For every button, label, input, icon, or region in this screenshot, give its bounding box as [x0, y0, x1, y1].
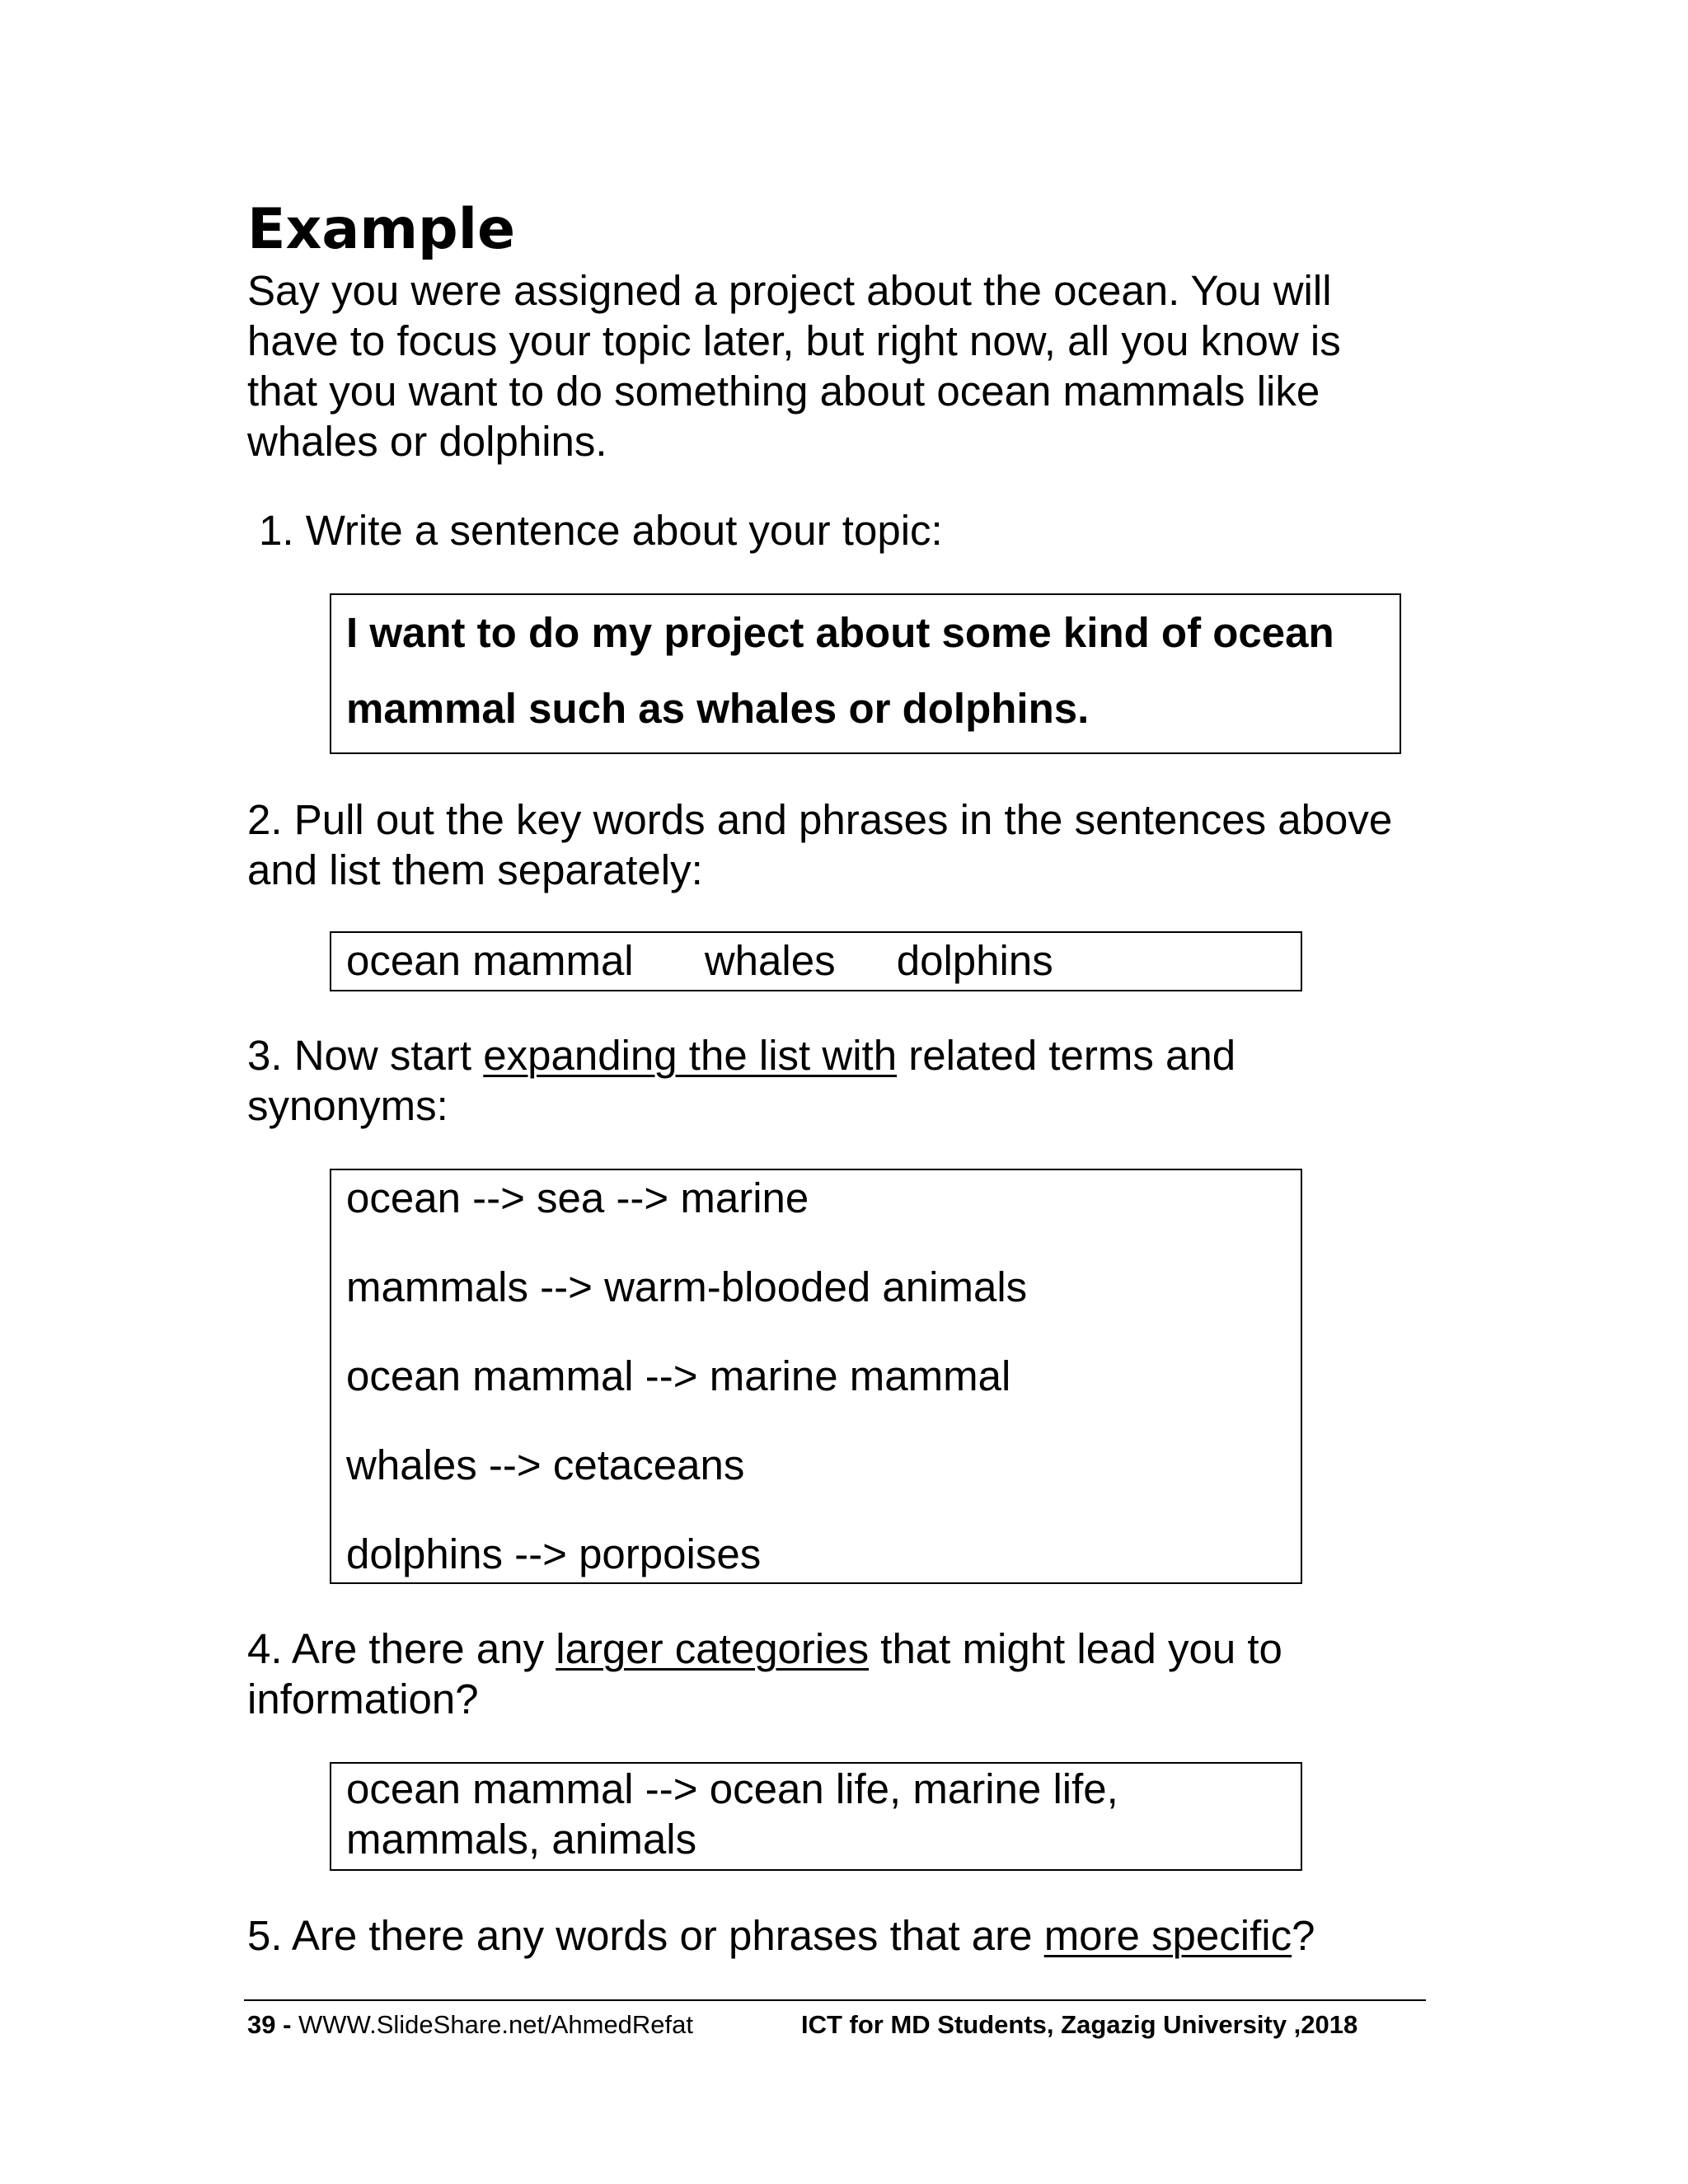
topic-sentence-box — [330, 593, 1401, 754]
related-terms-box — [330, 1169, 1302, 1584]
larger-categories-text: ocean mammal --> ocean life, marine life, mammals, animals — [346, 1765, 1118, 1863]
larger-categories-box — [330, 1762, 1302, 1871]
step-5-prompt-start: 5. Are there any words or phrases that are — [247, 1912, 1044, 1959]
step-2-prompt: 2. Pull out the key words and phrases in the sentences above and list them separately: — [247, 796, 1393, 893]
step-4-underlined-phrase: larger categories — [556, 1625, 870, 1672]
footer-course: ICT for MD Students, Zagazig University ,2018 — [801, 2010, 1358, 2039]
step-5-underlined-phrase: more specific — [1043, 1912, 1292, 1959]
section-heading: Example — [247, 197, 516, 262]
step-3-prompt-start: 3. Now start — [247, 1032, 484, 1079]
footer-source: WWW.SlideShare.net/AhmedRefat — [298, 2010, 694, 2039]
topic-sentence-line-1: I want to do my project about some kind of ocean — [346, 609, 1334, 656]
keyword-item: whales — [704, 937, 836, 984]
step-4-prompt-start: 4. Are there any — [247, 1625, 556, 1672]
related-term-row: mammals --> warm-blooded animals — [346, 1263, 1028, 1310]
step-4-prompt — [247, 1624, 1401, 1724]
keyword-item: dolphins — [896, 937, 1053, 984]
keywords-box — [330, 931, 1302, 991]
step-4-prompt-end: that might lead you to information? — [247, 1625, 1282, 1722]
step-3-prompt — [247, 1030, 1401, 1131]
page-number: 39 - — [247, 2010, 292, 2039]
step-3-prompt-end: related terms and synonyms: — [247, 1032, 1236, 1129]
keyword-item: ocean mammal — [346, 937, 634, 984]
related-term-row: ocean mammal --> marine mammal — [346, 1352, 1011, 1399]
page-footer — [247, 2008, 1358, 2041]
step-3-underlined-phrase: expanding the list with — [483, 1032, 898, 1079]
related-term-row: dolphins --> porpoises — [346, 1530, 762, 1577]
footer-divider — [244, 1999, 1426, 2001]
step-5-prompt — [247, 1910, 1484, 1961]
step-5-prompt-end: ? — [1292, 1912, 1315, 1959]
related-term-row: ocean --> sea --> marine — [346, 1174, 809, 1221]
step-1-prompt: 1. Write a sentence about your topic: — [259, 507, 943, 554]
related-term-row: whales --> cetaceans — [346, 1441, 745, 1488]
intro-paragraph: Say you were assigned a project about the ocean. You will have to focus your topic later, but right now, all you know is that you want to do something about ocean mammals like whales or dolphins. — [247, 267, 1341, 465]
topic-sentence-line-2: mammal such as whales or dolphins. — [346, 685, 1090, 732]
